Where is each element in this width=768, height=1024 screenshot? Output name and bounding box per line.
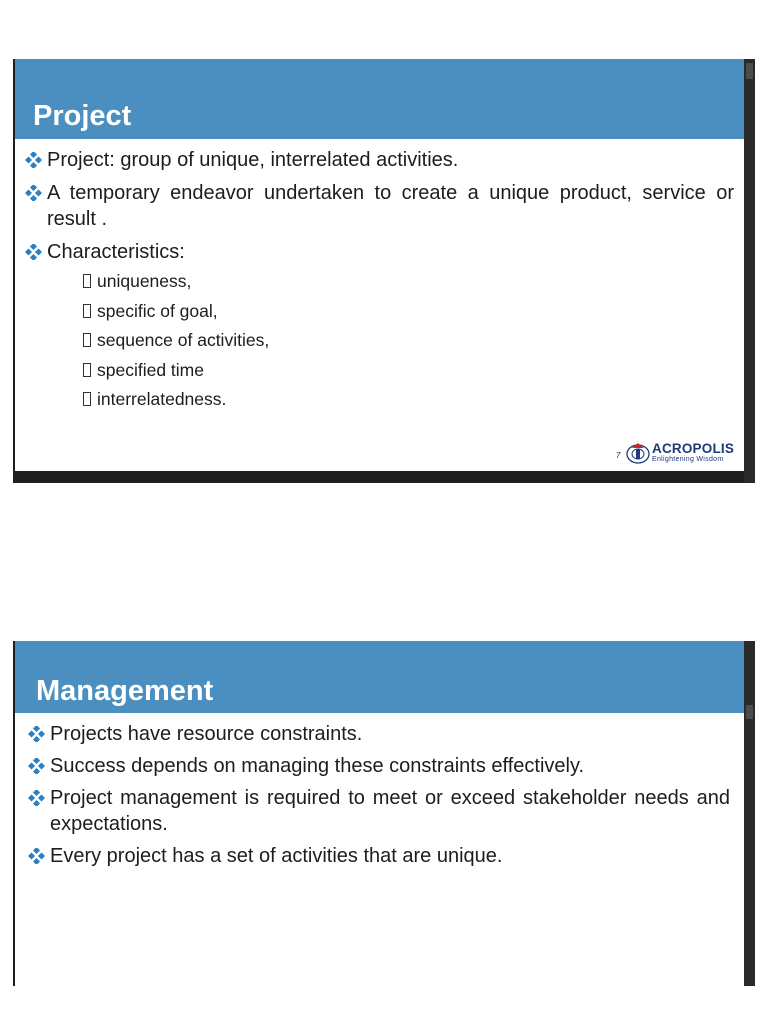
slide-project (13, 59, 755, 483)
slide-content (15, 641, 744, 986)
slide-title: Management (36, 675, 214, 707)
bullet-item (28, 753, 730, 779)
acropolis-logo-icon (625, 440, 651, 466)
bullet-item (28, 721, 730, 747)
missing-glyph-box-icon (83, 363, 91, 377)
scrollbar[interactable] (744, 59, 755, 483)
sub-bullet-text: uniqueness, (97, 271, 192, 291)
slide-content (15, 59, 744, 471)
bullet-item (25, 180, 734, 232)
sub-bullet-item (83, 385, 734, 415)
bullet-item (25, 239, 734, 415)
bullet-item (28, 843, 730, 869)
sub-bullet-text: sequence of activities, (97, 330, 270, 350)
sub-bullet-item (83, 326, 734, 356)
slide-header (15, 641, 744, 713)
bullet-text: Every project has a set of activities that are unique. (50, 845, 503, 867)
logo-tagline: Enlightening Wisdom (652, 456, 724, 463)
diamond-bullet-icon (25, 185, 43, 201)
bullet-text: Success depends on managing these constraints effectively. (50, 755, 585, 777)
bullet-list (28, 721, 730, 875)
slide-title: Project (33, 100, 132, 132)
bullet-text: Project management is required to meet or exceed stakeholder needs and expectations. (50, 787, 730, 835)
bullet-text: Project: group of unique, interrelated activities. (47, 149, 459, 171)
scrollbar[interactable] (744, 641, 755, 986)
bullet-text: Projects have resource constraints. (50, 723, 363, 745)
scrollbar-thumb[interactable] (746, 705, 753, 719)
missing-glyph-box-icon (83, 333, 91, 347)
bullet-text: Characteristics: (47, 241, 185, 263)
bullet-list (25, 147, 734, 422)
bullet-text: A temporary endeavor undertaken to create a unique product, service or result . (47, 182, 734, 230)
slide-header (15, 59, 744, 139)
missing-glyph-box-icon (83, 392, 91, 406)
diamond-bullet-icon (28, 726, 46, 742)
acropolis-logo (616, 440, 740, 468)
sub-bullet-item (83, 356, 734, 386)
missing-glyph-box-icon (83, 304, 91, 318)
bullet-item (28, 785, 730, 837)
diamond-bullet-icon (28, 790, 46, 806)
sub-bullet-text: specified time (97, 359, 204, 380)
slide-page-number: 7 (616, 451, 621, 460)
sub-bullet-text: specific of goal, (97, 300, 218, 321)
diamond-bullet-icon (25, 244, 43, 260)
diamond-bullet-icon (28, 848, 46, 864)
sub-bullet-item (83, 297, 734, 327)
sub-bullet-list (47, 267, 734, 415)
sub-bullet-item (83, 267, 734, 297)
bullet-item (25, 147, 734, 173)
missing-glyph-box-icon (83, 274, 91, 288)
sub-bullet-text: interrelatedness. (97, 389, 227, 409)
diamond-bullet-icon (25, 152, 43, 168)
logo-name: ACROPOLIS (652, 441, 735, 456)
slide-management (13, 641, 755, 986)
diamond-bullet-icon (28, 758, 46, 774)
scrollbar-thumb[interactable] (746, 63, 753, 79)
